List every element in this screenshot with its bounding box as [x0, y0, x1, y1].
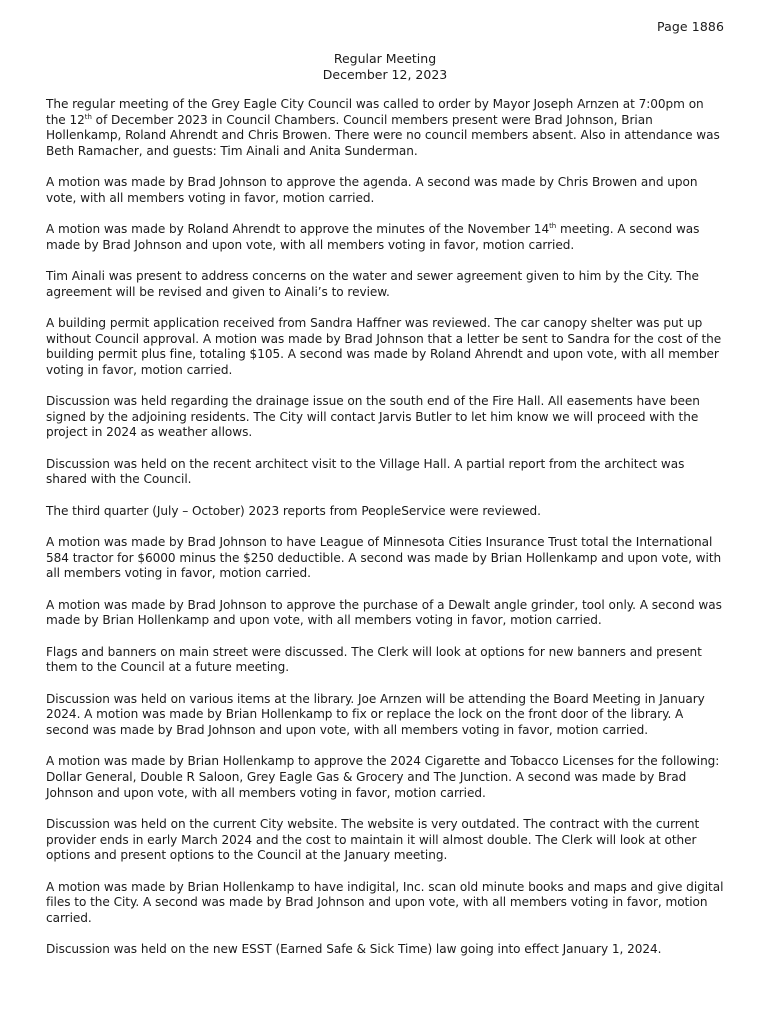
paragraph-angle-grinder: A motion was made by Brad Johnson to approve the purchase of a Dewalt angle grinder, tool only. A second was made by Brian Hollenkamp and upon vote, with all members voting in favor, motion carried.: [46, 597, 722, 628]
text: The regular meeting of the Grey Eagle City Council was called to order by Mayor Joseph Arnzen at 7:00pm on the 12: [46, 97, 704, 127]
paragraph-tobacco-licenses: A motion was made by Brian Hollenkamp to approve the 2024 Cigarette and Tobacco Licenses for the following: Dollar General, Double R Saloon, Grey Eagle Gas & Grocery and The Junction. A second was made by Brad Johnson and upon vote, with all members voting in favor, motion carried.: [46, 754, 720, 800]
paragraph-indigital: A motion was made by Brian Hollenkamp to have indigital, Inc. scan old minute books and maps and give digital files to the City. A second was made by Brad Johnson and upon vote, with all members voting in favor, motion carried.: [46, 879, 724, 925]
paragraph-minutes: [46, 222, 726, 253]
meeting-date: December 12, 2023: [322, 67, 448, 82]
paragraph-peopleservice: The third quarter (July – October) 2023 reports from PeopleService were reviewed.: [46, 503, 541, 518]
paragraph-architect: Discussion was held on the recent architect visit to the Village Hall. A partial report from the architect was shared with the Council.: [46, 456, 685, 487]
paragraph-banners: Flags and banners on main street were discussed. The Clerk will look at options for new banners and present them to the Council at a future meeting.: [46, 644, 702, 675]
paragraph-drainage: Discussion was held regarding the drainage issue on the south end of the Fire Hall. All easements have been signed by the adjoining residents. The City will contact Jarvis Butler to let him know we will proceed with the project in 2024 as weather allows.: [46, 394, 700, 440]
text: meeting. A second was made by Brad Johnson and upon vote, with all members voting in favor, motion carried.: [46, 222, 700, 252]
minutes-body: [46, 97, 726, 974]
paragraph-esst: Discussion was held on the new ESST (Earned Safe & Sick Time) law going into effect January 1, 2024.: [46, 942, 662, 957]
ordinal-suffix: th: [549, 222, 557, 231]
paragraph-tractor: A motion was made by Brad Johnson to have League of Minnesota Cities Insurance Trust total the International 584 tractor for $6000 minus the $250 deductible. A second was made by Brian Hollenkamp and upon vote, with all members voting in favor, motion carried.: [46, 535, 722, 581]
meeting-title: Regular Meeting: [333, 51, 437, 66]
paragraph-building-permit: A building permit application received from Sandra Haffner was reviewed. The car canopy shelter was put up without Council approval. A motion was made by Brad Johnson that a letter be sent to Sandra for the cost of the building permit plus fine, totaling $105. A second was made by Roland Ahrendt and upon vote, with all member voting in favor, motion carried.: [46, 316, 722, 377]
text: A motion was made by Roland Ahrendt to approve the minutes of the November 14: [46, 222, 550, 237]
ordinal-suffix: th: [84, 112, 92, 121]
paragraph-water-sewer: Tim Ainali was present to address concerns on the water and sewer agreement given to him by the City. The agreement will be revised and given to Ainali’s to review.: [46, 269, 699, 299]
page-number: Page 1886: [657, 19, 724, 34]
paragraph-website: Discussion was held on the current City website. The website is very outdated. The contract with the current provider ends in early March 2024 and the cost to maintain it will almost double. The Clerk will look at other options and present options to the Council at the January meeting.: [46, 816, 700, 863]
meeting-header: [0, 51, 770, 83]
paragraph-call-to-order: [46, 97, 726, 159]
text: of December 2023 in Council Chambers. Council members present were Brad Johnson, Brian Hollenkamp, Roland Ahrendt and Chris Browen. There were no council members absent. Also in attendance was Beth Ramacher, and guests: Tim Ainali and Anita Sunderman.: [46, 112, 720, 158]
paragraph-agenda: A motion was made by Brad Johnson to approve the agenda. A second was made by Chris Browen and upon vote, with all members voting in favor, motion carried.: [46, 175, 698, 205]
paragraph-library: Discussion was held on various items at the library. Joe Arnzen will be attending the Board Meeting in January 2024. A motion was made by Brian Hollenkamp to fix or replace the lock on the front door of the library. A second was made by Brad Johnson and upon vote, with all members voting in favor, motion carried.: [46, 691, 705, 737]
